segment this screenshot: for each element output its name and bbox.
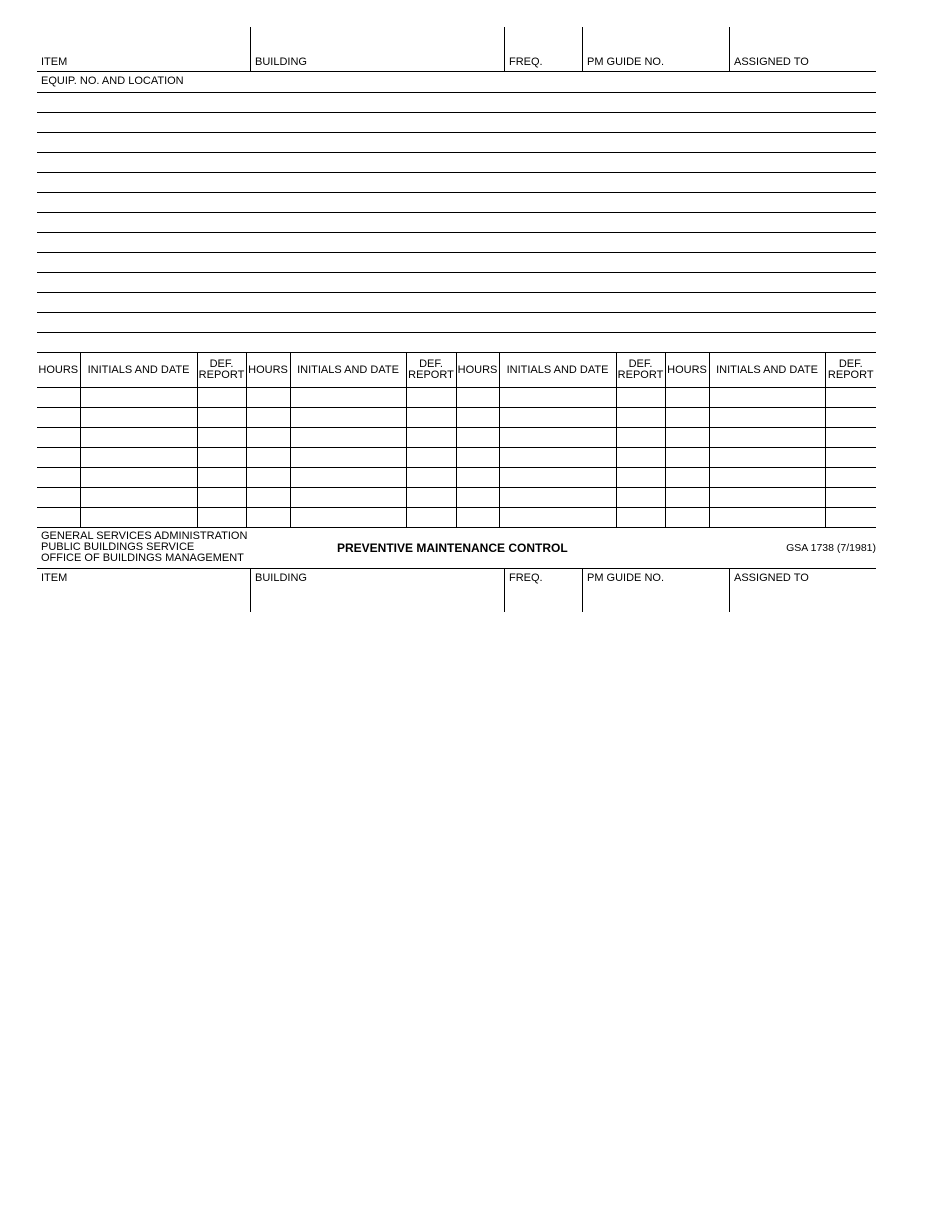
def-report-cell[interactable]: [616, 468, 665, 488]
assigned-to-label: ASSIGNED TO: [734, 56, 809, 68]
freq-field-bottom[interactable]: [504, 569, 582, 612]
def-report-cell[interactable]: [616, 508, 665, 528]
hours-cell[interactable]: [456, 408, 499, 428]
agency-office: OFFICE OF BUILDINGS MANAGEMENT: [41, 552, 244, 564]
hours-cell[interactable]: [37, 428, 80, 448]
equip-line[interactable]: [37, 113, 876, 133]
item-label: ITEM: [41, 572, 68, 584]
initials-date-cell[interactable]: [709, 428, 825, 448]
def-report-header: DEF. REPORT: [616, 353, 665, 388]
initials-date-cell[interactable]: [290, 468, 406, 488]
agency-service: PUBLIC BUILDINGS SERVICE: [41, 541, 195, 553]
hours-cell[interactable]: [246, 508, 290, 528]
def-report-cell[interactable]: [616, 408, 665, 428]
log-row: [37, 508, 876, 528]
initials-date-cell[interactable]: [80, 488, 197, 508]
equip-line[interactable]: [37, 253, 876, 273]
pm-guide-label: PM GUIDE NO.: [587, 572, 665, 584]
def-report-cell[interactable]: [406, 448, 456, 468]
hours-cell[interactable]: [246, 408, 290, 428]
building-label: BUILDING: [255, 56, 307, 68]
def-report-cell[interactable]: [825, 508, 876, 528]
hours-cell[interactable]: [665, 388, 709, 408]
def-report-cell[interactable]: [197, 508, 246, 528]
log-row: [37, 488, 876, 508]
hours-cell[interactable]: [37, 508, 80, 528]
equip-line[interactable]: [37, 93, 876, 113]
equip-line[interactable]: [37, 313, 876, 333]
equip-line[interactable]: [37, 333, 876, 352]
log-row: [37, 448, 876, 468]
initials-date-header: INITIALS AND DATE: [80, 353, 197, 388]
def-report-cell[interactable]: [616, 428, 665, 448]
def-report-cell[interactable]: [197, 488, 246, 508]
def-report-cell[interactable]: [406, 508, 456, 528]
hours-cell[interactable]: [246, 488, 290, 508]
maintenance-log-table: [37, 352, 876, 528]
hours-cell[interactable]: [37, 488, 80, 508]
initials-date-cell[interactable]: [499, 488, 616, 508]
building-field-bottom[interactable]: [250, 569, 504, 612]
initials-date-cell[interactable]: [290, 388, 406, 408]
initials-date-cell[interactable]: [290, 448, 406, 468]
hours-cell[interactable]: [246, 388, 290, 408]
initials-date-header: INITIALS AND DATE: [290, 353, 406, 388]
form-number: GSA 1738 (7/1981): [786, 542, 876, 554]
assigned-to-field-bottom[interactable]: [729, 569, 876, 612]
equip-line[interactable]: [37, 273, 876, 293]
hours-cell[interactable]: [246, 468, 290, 488]
def-report-cell[interactable]: [197, 448, 246, 468]
freq-field[interactable]: [504, 27, 582, 71]
building-label: BUILDING: [255, 572, 307, 584]
hours-cell[interactable]: [665, 408, 709, 428]
initials-date-cell[interactable]: [499, 408, 616, 428]
bottom-header-row: [37, 569, 876, 612]
item-label: ITEM: [41, 56, 68, 68]
initials-date-cell[interactable]: [80, 448, 197, 468]
def-report-cell[interactable]: [825, 448, 876, 468]
item-field[interactable]: [37, 27, 250, 71]
pm-control-form: [37, 27, 876, 612]
initials-date-header: INITIALS AND DATE: [709, 353, 825, 388]
def-report-cell[interactable]: [616, 488, 665, 508]
agency-name: GENERAL SERVICES ADMINISTRATION: [41, 530, 248, 542]
equip-line[interactable]: [37, 233, 876, 253]
hours-cell[interactable]: [37, 468, 80, 488]
log-row: [37, 408, 876, 428]
hours-cell[interactable]: [665, 488, 709, 508]
initials-date-cell[interactable]: [709, 488, 825, 508]
hours-cell[interactable]: [37, 408, 80, 428]
def-report-cell[interactable]: [616, 448, 665, 468]
freq-label: FREQ.: [509, 572, 543, 584]
initials-date-cell[interactable]: [80, 428, 197, 448]
freq-label: FREQ.: [509, 56, 543, 68]
initials-date-cell[interactable]: [499, 508, 616, 528]
initials-date-cell[interactable]: [290, 408, 406, 428]
form-title: PREVENTIVE MAINTENANCE CONTROL: [337, 541, 568, 555]
log-row: [37, 428, 876, 448]
hours-cell[interactable]: [456, 488, 499, 508]
initials-date-header: INITIALS AND DATE: [499, 353, 616, 388]
hours-cell[interactable]: [665, 508, 709, 528]
hours-cell[interactable]: [246, 428, 290, 448]
def-report-cell[interactable]: [406, 468, 456, 488]
hours-header: HOURS: [37, 353, 80, 388]
def-report-cell[interactable]: [406, 428, 456, 448]
initials-date-cell[interactable]: [80, 388, 197, 408]
equip-line[interactable]: [37, 213, 876, 233]
initials-date-cell[interactable]: [290, 428, 406, 448]
item-field-bottom[interactable]: [37, 569, 250, 612]
equip-location-label: EQUIP. NO. AND LOCATION: [41, 75, 184, 87]
equip-line[interactable]: [37, 193, 876, 213]
initials-date-cell[interactable]: [709, 468, 825, 488]
hours-header: HOURS: [246, 353, 290, 388]
def-report-cell[interactable]: [197, 408, 246, 428]
hours-cell[interactable]: [456, 388, 499, 408]
log-row: [37, 388, 876, 408]
initials-date-cell[interactable]: [80, 468, 197, 488]
initials-date-cell[interactable]: [499, 388, 616, 408]
equip-line[interactable]: [37, 173, 876, 193]
def-report-header: DEF. REPORT: [406, 353, 456, 388]
hours-cell[interactable]: [665, 468, 709, 488]
hours-header: HOURS: [665, 353, 709, 388]
initials-date-cell[interactable]: [709, 408, 825, 428]
initials-date-cell[interactable]: [499, 428, 616, 448]
initials-date-cell[interactable]: [709, 448, 825, 468]
building-field[interactable]: [250, 27, 504, 71]
initials-date-cell[interactable]: [709, 388, 825, 408]
def-report-cell[interactable]: [197, 388, 246, 408]
initials-date-cell[interactable]: [80, 408, 197, 428]
hours-cell[interactable]: [456, 448, 499, 468]
hours-cell[interactable]: [456, 508, 499, 528]
initials-date-cell[interactable]: [709, 508, 825, 528]
hours-cell[interactable]: [246, 448, 290, 468]
initials-date-cell[interactable]: [290, 508, 406, 528]
def-report-cell[interactable]: [197, 428, 246, 448]
def-report-cell[interactable]: [825, 388, 876, 408]
log-header-row: [37, 353, 876, 388]
def-report-cell[interactable]: [825, 468, 876, 488]
def-report-cell[interactable]: [406, 488, 456, 508]
equip-line[interactable]: [37, 133, 876, 153]
def-report-cell[interactable]: [406, 388, 456, 408]
pm-guide-field-bottom[interactable]: [582, 569, 729, 612]
def-report-cell[interactable]: [825, 488, 876, 508]
equip-line[interactable]: [37, 153, 876, 173]
log-row: [37, 468, 876, 488]
def-report-cell[interactable]: [616, 388, 665, 408]
initials-date-cell[interactable]: [499, 448, 616, 468]
initials-date-cell[interactable]: [290, 488, 406, 508]
hours-cell[interactable]: [456, 468, 499, 488]
initials-date-cell[interactable]: [499, 468, 616, 488]
hours-cell[interactable]: [456, 428, 499, 448]
hours-cell[interactable]: [37, 448, 80, 468]
top-header-row: [37, 27, 876, 72]
pm-guide-field[interactable]: [582, 27, 729, 71]
equip-line[interactable]: [37, 293, 876, 313]
def-report-cell[interactable]: [406, 408, 456, 428]
assigned-to-field[interactable]: [729, 27, 876, 71]
def-report-header: DEF. REPORT: [825, 353, 876, 388]
def-report-cell[interactable]: [825, 408, 876, 428]
def-report-header: DEF. REPORT: [197, 353, 246, 388]
hours-header: HOURS: [456, 353, 499, 388]
hours-cell[interactable]: [665, 448, 709, 468]
pm-guide-label: PM GUIDE NO.: [587, 56, 665, 68]
equip-location-field[interactable]: [37, 72, 876, 93]
def-report-cell[interactable]: [825, 428, 876, 448]
form-footer: [37, 528, 876, 569]
agency-block: [41, 531, 247, 564]
hours-cell[interactable]: [665, 428, 709, 448]
assigned-to-label: ASSIGNED TO: [734, 572, 809, 584]
def-report-cell[interactable]: [197, 468, 246, 488]
initials-date-cell[interactable]: [80, 508, 197, 528]
hours-cell[interactable]: [37, 388, 80, 408]
